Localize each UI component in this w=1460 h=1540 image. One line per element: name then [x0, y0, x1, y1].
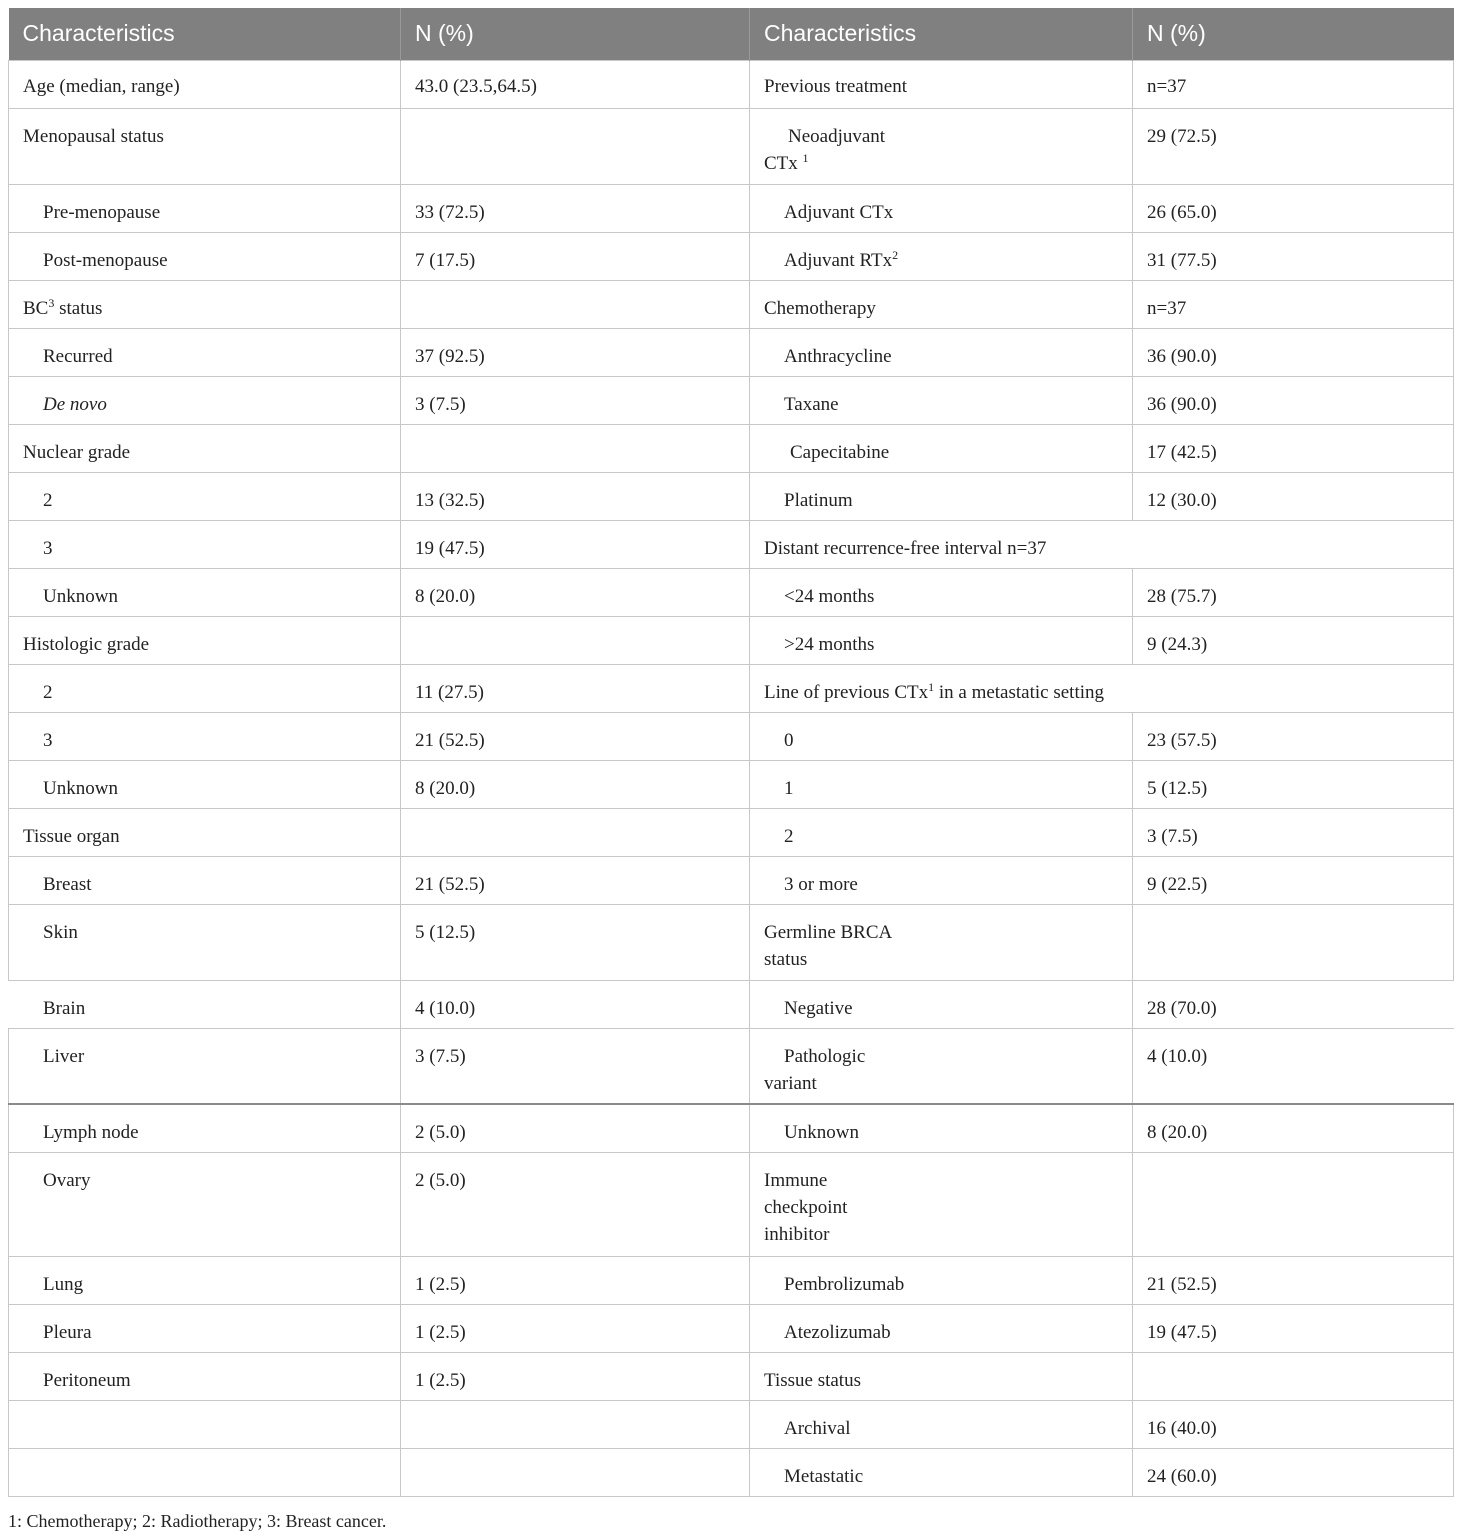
- row-label: Skin: [9, 904, 401, 980]
- row-value: [1133, 1353, 1454, 1401]
- row-label: [750, 232, 1133, 280]
- row-label: [9, 376, 401, 424]
- row-label: Tissue organ: [9, 808, 401, 856]
- row-value: 4 (10.0): [1133, 1028, 1454, 1104]
- row-label: [9, 1401, 401, 1449]
- row-value: [401, 424, 750, 472]
- row-value: 5 (12.5): [401, 904, 750, 980]
- label-line: CTx: [764, 152, 798, 174]
- row-value: 2 (5.0): [401, 1153, 750, 1257]
- label-line: Germline BRCA: [764, 921, 893, 943]
- row-value: 28 (70.0): [1133, 980, 1454, 1028]
- row-label: Tissue status: [750, 1353, 1133, 1401]
- table-row: [9, 1153, 1454, 1257]
- row-value: n=37: [1133, 60, 1454, 108]
- table-row: [9, 1449, 1454, 1497]
- table-row: [9, 108, 1454, 184]
- row-label: 3 or more: [750, 856, 1133, 904]
- row-value: [1133, 904, 1454, 980]
- row-label: >24 months: [750, 616, 1133, 664]
- label-text: in a metastatic setting: [934, 681, 1105, 703]
- row-value: 29 (72.5): [1133, 108, 1454, 184]
- label-text: De novo: [43, 393, 107, 415]
- row-value: 16 (40.0): [1133, 1401, 1454, 1449]
- row-value: [401, 808, 750, 856]
- row-label: Histologic grade: [9, 616, 401, 664]
- row-value: 21 (52.5): [401, 856, 750, 904]
- table-row: [9, 856, 1454, 904]
- row-value: n=37: [1133, 280, 1454, 328]
- table-row: [9, 184, 1454, 232]
- row-label: 3: [9, 520, 401, 568]
- table-row: [9, 760, 1454, 808]
- label-line: Neoadjuvant: [788, 125, 886, 147]
- row-label: Liver: [9, 1028, 401, 1104]
- row-value: [401, 1449, 750, 1497]
- row-label: Pleura: [9, 1305, 401, 1353]
- footnote-marker: 2: [892, 247, 899, 262]
- table-row: [9, 60, 1454, 108]
- row-value: 4 (10.0): [401, 980, 750, 1028]
- row-value: 21 (52.5): [1133, 1257, 1454, 1305]
- table-row: [9, 520, 1454, 568]
- row-value: 37 (92.5): [401, 328, 750, 376]
- row-value: 36 (90.0): [1133, 328, 1454, 376]
- label-line: status: [764, 948, 808, 970]
- row-label: Metastatic: [750, 1449, 1133, 1497]
- row-label: Breast: [9, 856, 401, 904]
- footnote-marker: 3: [48, 295, 55, 310]
- header-characteristics-right: Characteristics: [750, 8, 1133, 60]
- row-value: 5 (12.5): [1133, 760, 1454, 808]
- row-label: Adjuvant CTx: [750, 184, 1133, 232]
- label-line: variant: [764, 1072, 817, 1094]
- table-row: [9, 568, 1454, 616]
- header-row: [9, 8, 1454, 60]
- row-value: 1 (2.5): [401, 1305, 750, 1353]
- table-row: [9, 980, 1454, 1028]
- row-value: 7 (17.5): [401, 232, 750, 280]
- row-value: 36 (90.0): [1133, 376, 1454, 424]
- table-row: [9, 712, 1454, 760]
- row-value: 1 (2.5): [401, 1257, 750, 1305]
- row-value: 21 (52.5): [401, 712, 750, 760]
- table-row: [9, 664, 1454, 712]
- row-label: [750, 1028, 1133, 1104]
- row-label: Menopausal status: [9, 108, 401, 184]
- row-value: 3 (7.5): [1133, 808, 1454, 856]
- row-label: Unknown: [9, 760, 401, 808]
- row-value: 8 (20.0): [401, 568, 750, 616]
- row-value: 9 (22.5): [1133, 856, 1454, 904]
- footnote-marker: 1: [802, 150, 809, 165]
- row-label: Platinum: [750, 472, 1133, 520]
- row-value: 3 (7.5): [401, 1028, 750, 1104]
- header-n-percent-left: N (%): [401, 8, 750, 60]
- row-value: 19 (47.5): [1133, 1305, 1454, 1353]
- row-value: 9 (24.3): [1133, 616, 1454, 664]
- row-value: [401, 1401, 750, 1449]
- table-row: [9, 1257, 1454, 1305]
- row-label: Brain: [9, 980, 401, 1028]
- row-value: [401, 108, 750, 184]
- row-value: 1 (2.5): [401, 1353, 750, 1401]
- header-n-percent-right: N (%): [1133, 8, 1454, 60]
- label-text: status: [54, 297, 103, 319]
- table-row: [9, 1028, 1454, 1104]
- row-label: Lymph node: [9, 1104, 401, 1153]
- table-row: [9, 232, 1454, 280]
- row-label: Lung: [9, 1257, 401, 1305]
- row-label: Ovary: [9, 1153, 401, 1257]
- table-row: [9, 904, 1454, 980]
- table-row: [9, 808, 1454, 856]
- row-label: [750, 664, 1454, 712]
- row-label: Nuclear grade: [9, 424, 401, 472]
- row-label: 0: [750, 712, 1133, 760]
- row-label: [750, 1153, 1133, 1257]
- row-label: Previous treatment: [750, 60, 1133, 108]
- row-label: <24 months: [750, 568, 1133, 616]
- row-label: 2: [9, 472, 401, 520]
- row-value: 43.0 (23.5,64.5): [401, 60, 750, 108]
- label-text: BC: [23, 297, 49, 319]
- row-label: [9, 280, 401, 328]
- row-label: [9, 1449, 401, 1497]
- row-label: Anthracycline: [750, 328, 1133, 376]
- table-footnote: 1: Chemotherapy; 2: Radiotherapy; 3: Breast cancer.: [8, 1511, 387, 1531]
- label-text: Adjuvant RTx: [784, 249, 893, 271]
- row-label: Pembrolizumab: [750, 1257, 1133, 1305]
- row-value: 8 (20.0): [401, 760, 750, 808]
- label-line: checkpoint: [764, 1197, 848, 1218]
- table-row: [9, 376, 1454, 424]
- row-label: Capecitabine: [750, 424, 1133, 472]
- row-label: Distant recurrence-free interval n=37: [750, 520, 1454, 568]
- row-value: 19 (47.5): [401, 520, 750, 568]
- row-value: 11 (27.5): [401, 664, 750, 712]
- row-value: 17 (42.5): [1133, 424, 1454, 472]
- row-value: 31 (77.5): [1133, 232, 1454, 280]
- row-label: Post-menopause: [9, 232, 401, 280]
- header-characteristics-left: Characteristics: [9, 8, 401, 60]
- row-label: 1: [750, 760, 1133, 808]
- table-row: [9, 1305, 1454, 1353]
- row-value: 33 (72.5): [401, 184, 750, 232]
- row-label: Atezolizumab: [750, 1305, 1133, 1353]
- row-label: 2: [9, 664, 401, 712]
- row-label: 3: [9, 712, 401, 760]
- row-value: 8 (20.0): [1133, 1104, 1454, 1153]
- row-value: 3 (7.5): [401, 376, 750, 424]
- characteristics-table: [8, 8, 1454, 1497]
- row-label: Pre-menopause: [9, 184, 401, 232]
- row-label: [750, 108, 1133, 184]
- row-label: Unknown: [9, 568, 401, 616]
- table-row: [9, 1401, 1454, 1449]
- label-text: Line of previous CTx: [764, 681, 929, 703]
- table-row: [9, 1104, 1454, 1153]
- table-row: [9, 424, 1454, 472]
- row-label: Archival: [750, 1401, 1133, 1449]
- row-value: [1133, 1153, 1454, 1257]
- row-value: [401, 616, 750, 664]
- table-row: [9, 616, 1454, 664]
- label-line: inhibitor: [764, 1224, 830, 1245]
- row-value: 26 (65.0): [1133, 184, 1454, 232]
- table-row: [9, 280, 1454, 328]
- row-value: 23 (57.5): [1133, 712, 1454, 760]
- row-value: 28 (75.7): [1133, 568, 1454, 616]
- row-value: 12 (30.0): [1133, 472, 1454, 520]
- row-label: Chemotherapy: [750, 280, 1133, 328]
- row-label: Negative: [750, 980, 1133, 1028]
- label-line: Immune: [764, 1170, 828, 1191]
- row-label: Taxane: [750, 376, 1133, 424]
- row-label: Age (median, range): [9, 60, 401, 108]
- table-row: [9, 1353, 1454, 1401]
- row-value: 2 (5.0): [401, 1104, 750, 1153]
- row-label: Unknown: [750, 1104, 1133, 1153]
- row-label: [750, 904, 1133, 980]
- row-value: 13 (32.5): [401, 472, 750, 520]
- row-value: [401, 280, 750, 328]
- label-line: Pathologic: [784, 1045, 866, 1067]
- row-value: 24 (60.0): [1133, 1449, 1454, 1497]
- table-row: [9, 328, 1454, 376]
- row-label: Recurred: [9, 328, 401, 376]
- footnote-marker: 1: [928, 679, 935, 694]
- row-label: 2: [750, 808, 1133, 856]
- row-label: Peritoneum: [9, 1353, 401, 1401]
- table-row: [9, 472, 1454, 520]
